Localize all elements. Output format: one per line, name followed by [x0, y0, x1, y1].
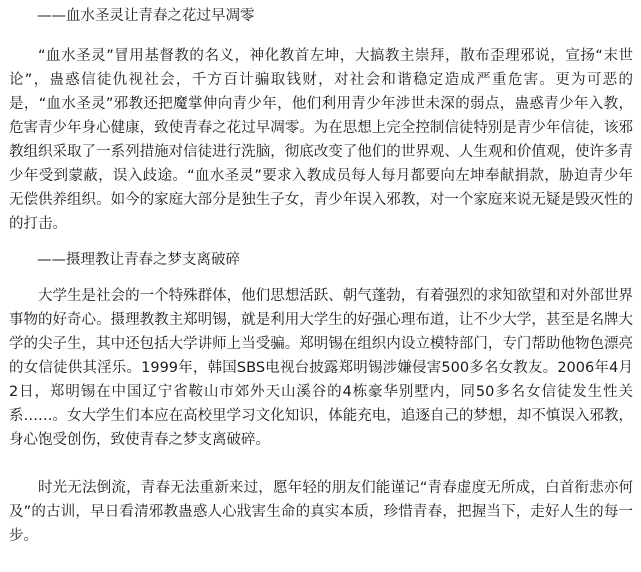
section-heading-1: ——血水圣灵让青春之花过早凋零: [37, 8, 255, 24]
section-2-paragraph-1: 大学生是社会的一个特殊群体，他们思想活跃、朝气蓬勃，有着强烈的求知欲望和对外部世界事物的好奇心。摄理教教主郑明锡，就是利用大学生的好强心理布道，让不少大学，甚至是名牌大学的尖子生，其中还包括大学讲师上当受骗。郑明锡在组织内设立模特部门，专门帮助他物色漂亮的女信徒供其淫乐。1999年，韩国SBS电视台披露郑明锡涉嫌侵害500多名女教友。2006年4月2日，郑明锡在中国辽宁省鞍山市郊外天山溪谷的4栋豪华别墅内，同50多名女信徒发生性关系……。女大学生们本应在高校里学习文化知识，体能充电，追逐自己的梦想，却不慎误入邪教，身心饱受创伤，致使青春之梦支离破碎。: [9, 288, 633, 448]
section-2-paragraph-2: 时光无法倒流，青春无法重新来过，愿年轻的朋友们能谨记“青春虚度无所成，白首衔悲亦何及”的古训，早日看清邪教蛊惑人心戕害生命的真实本质，珍惜青春，把握当下，走好人生的每一步。: [9, 480, 633, 544]
article-body: [9, 4, 633, 548]
section-heading-2: ——摄理教让青春之梦支离破碎: [37, 252, 240, 268]
section-1-paragraph: “血水圣灵”冒用基督教的名义，神化教首左坤，大搞教主崇拜，散布歪理邪说，宣扬“末世论”，蛊惑信徒仇视社会，千方百计骗取钱财，对社会和谐稳定造成严重危害。更为可恶的是，“血水圣灵”邪教还把魔掌伸向青少年，他们利用青少年涉世未深的弱点，蛊惑青少年入教，危害青少年身心健康，致使青春之花过早凋零。为在思想上完全控制信徒特别是青少年信徒，该邪教组织采取了一系列措施对信徒进行洗脑，彻底改变了他们的世界观、人生观和价值观，使许多青少年受到蒙蔽，误入歧途。“血水圣灵”要求入教成员每人每月都要向左坤奉献捐款，胁迫青少年无偿供养组织。如今的家庭大部分是独生子女，青少年误入邪教，对一个家庭来说无疑是毁灭性的的打击。: [9, 48, 633, 232]
